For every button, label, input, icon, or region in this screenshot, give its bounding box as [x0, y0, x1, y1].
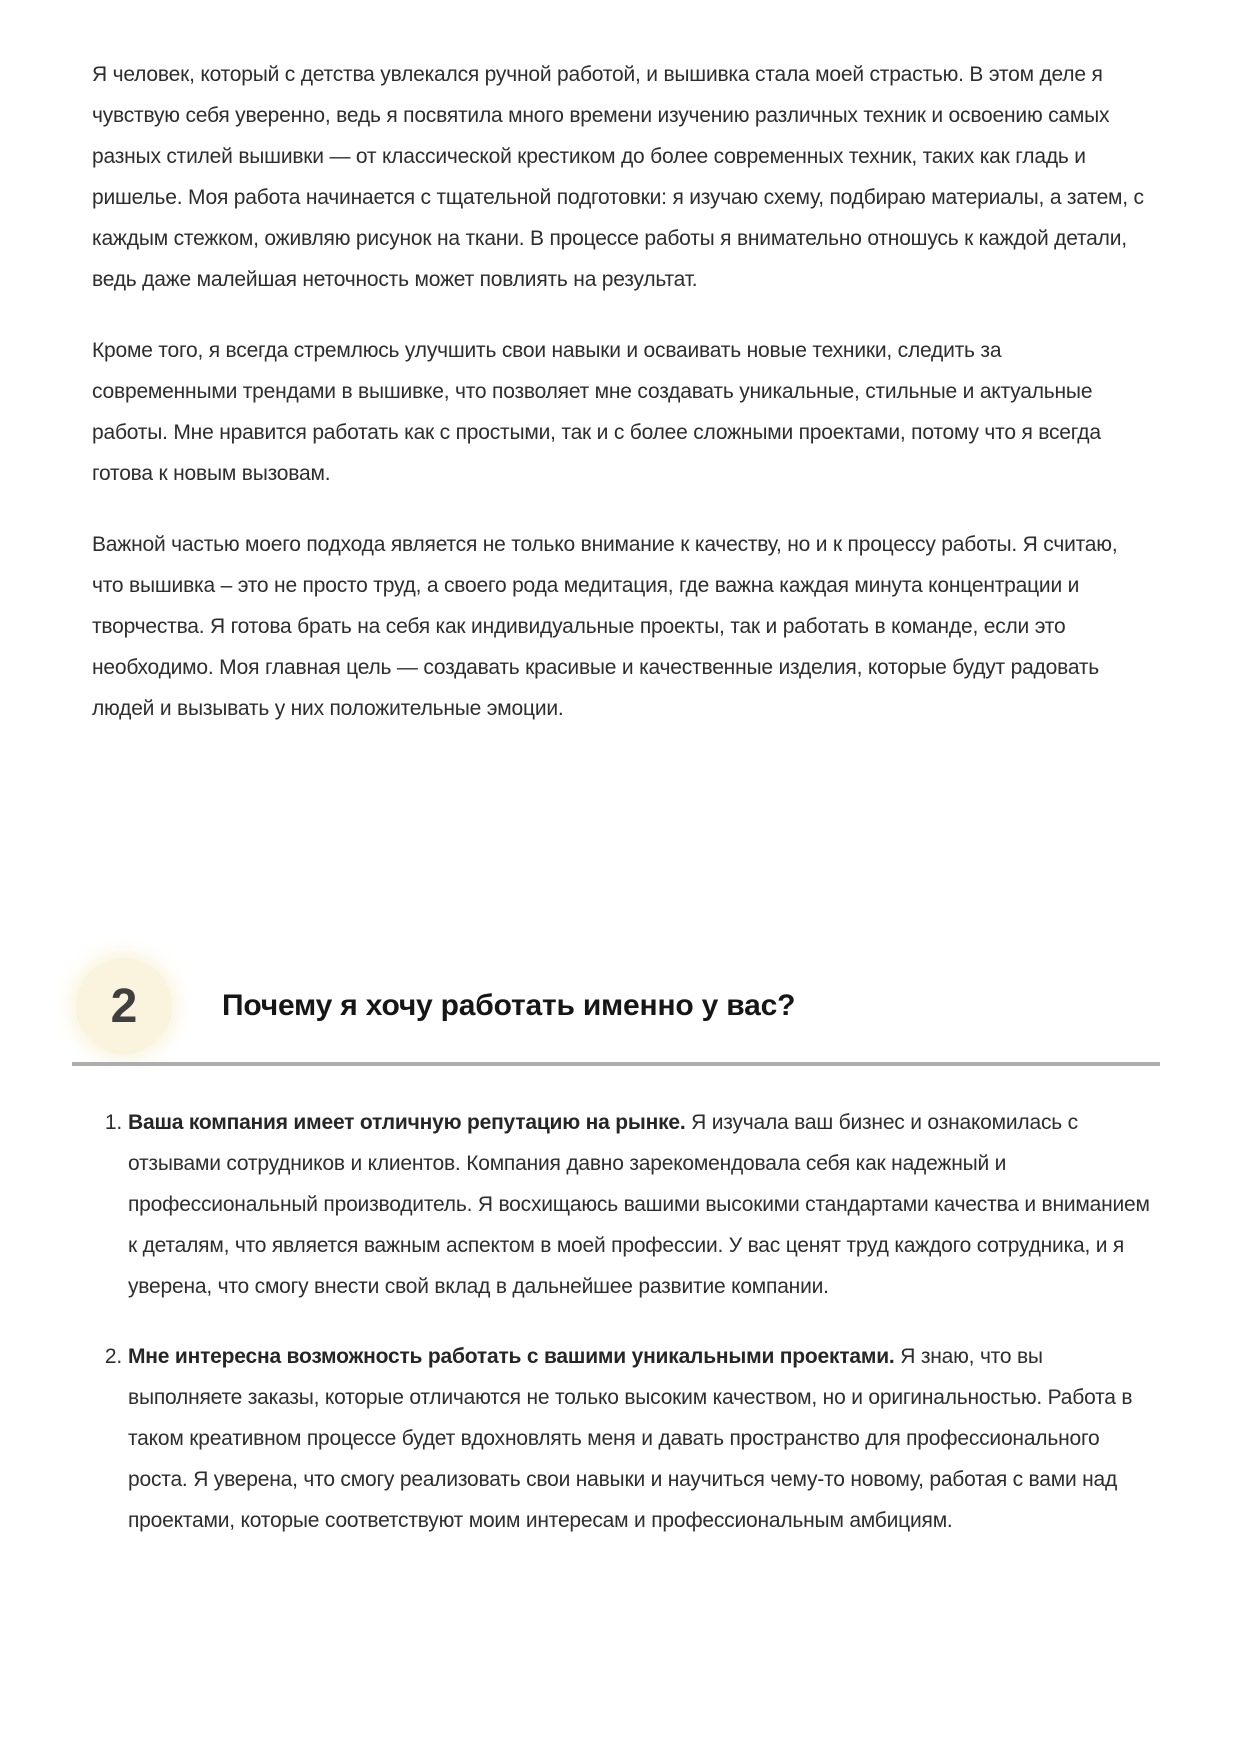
list-item-text: Я изучала ваш бизнес и ознакомилась с отзывами сотрудников и клиентов. Компания давно зарекомендовала себя как надежный и профессиональный производитель. Я восхищаюсь вашими высокими стандартами качества и вниманием к деталям, что является важным аспектом в моей профессии. У вас ценят труд каждого сотрудника, и я уверена, что смогу внести свой вклад в дальнейшее развитие компании.	[128, 1111, 1150, 1298]
section-divider	[72, 1062, 1160, 1066]
intro-paragraphs	[92, 54, 1145, 759]
reasons-list	[104, 1102, 1154, 1570]
list-item-lead: Ваша компания имеет отличную репутацию на рынке.	[128, 1111, 686, 1134]
section-title: Почему я хочу работать именно у вас?	[222, 989, 796, 1022]
body-paragraph: Важной частью моего подхода является не только внимание к качеству, но и к процессу работы. Я считаю, что вышивка – это не просто труд, а своего рода медитация, где важна каждая минута концентрации и творчества. Я готова брать на себя как индивидуальные проекты, так и работать в команде, если это необходимо. Моя главная цель — создавать красивые и качественные изделия, которые будут радовать людей и вызывать у них положительные эмоции.	[92, 533, 1118, 720]
body-paragraph: Кроме того, я всегда стремлюсь улучшить свои навыки и осваивать новые техники, следить за современными трендами в вышивке, что позволяет мне создавать уникальные, стильные и актуальные работы. Мне нравится работать как с простыми, так и с более сложными проектами, потому что я всегда готова к новым вызовам.	[92, 339, 1101, 485]
list-item-lead: Мне интересна возможность работать с вашими уникальными проектами.	[128, 1345, 895, 1368]
list-item-number: 2.	[104, 1345, 122, 1368]
section-header	[76, 958, 1168, 1054]
list-item-number: 1.	[104, 1111, 122, 1134]
list-item	[104, 1102, 1154, 1307]
section-number-badge: 2	[76, 958, 172, 1054]
list-item	[104, 1336, 1154, 1541]
body-paragraph: Я человек, который с детства увлекался ручной работой, и вышивка стала моей страстью. В этом деле я чувствую себя уверенно, ведь я посвятила много времени изучению различных техник и освоению самых разных стилей вышивки — от классической крестиком до более современных техник, таких как гладь и ришелье. Моя работа начинается с тщательной подготовки: я изучаю схему, подбираю материалы, а затем, с каждым стежком, оживляю рисунок на ткани. В процессе работы я внимательно отношусь к каждой детали, ведь даже малейшая неточность может повлиять на результат.	[92, 63, 1144, 291]
list-item-text: Я знаю, что вы выполняете заказы, которые отличаются не только высоким качеством, но и оригинальностью. Работа в таком креативном процессе будет вдохновлять меня и давать пространство для профессионального роста. Я уверена, что смогу реализовать свои навыки и научиться чему-то новому, работая с вами над проектами, которые соответствуют моим интересам и профессиональным амбициям.	[128, 1345, 1133, 1532]
